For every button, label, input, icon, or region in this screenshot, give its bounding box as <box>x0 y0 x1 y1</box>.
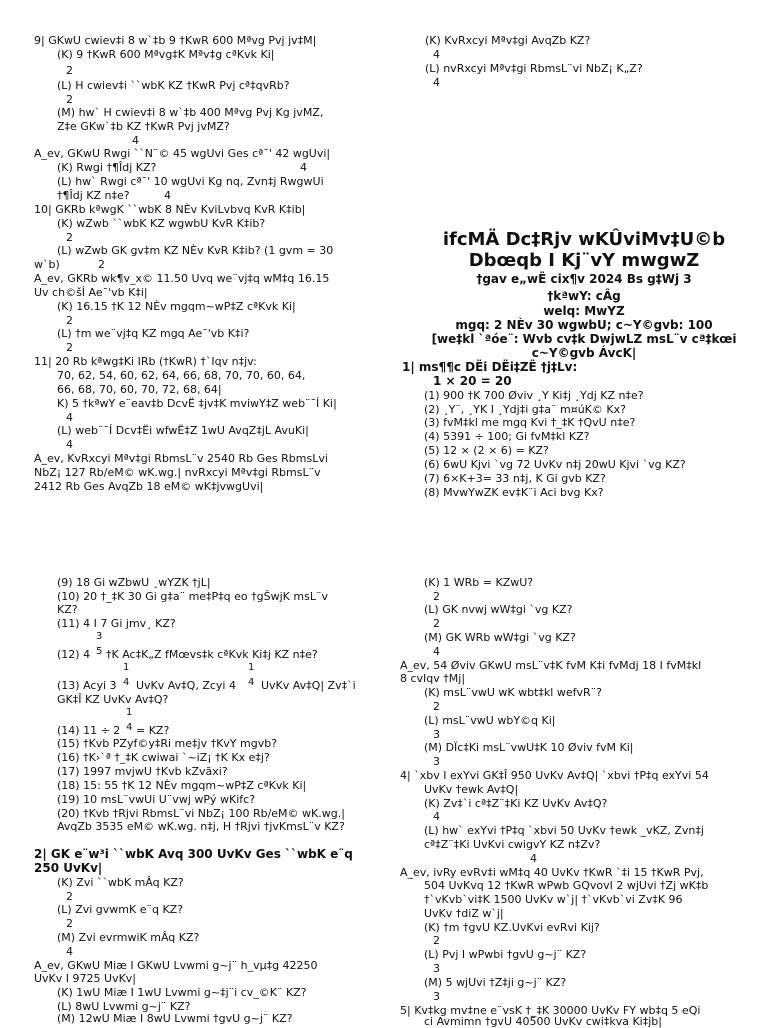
mark: 4 <box>164 189 171 202</box>
fraction-den: 4 <box>123 677 130 688</box>
q1-item-13-cont: GK‡Î KZ UvKv Av‡Q? <box>57 693 169 706</box>
q11-alt: A_ev, KvRxcyi Mªv‡gi RbmsL¨v 2540 Rb Ges RbmsLvi <box>34 452 328 465</box>
fraction-num: 1 <box>123 662 130 673</box>
q2-alt-c: (M) 12wU Miæ I 8wU Lvwmi †gvU g~j¨ KZ? <box>57 1012 293 1025</box>
mark: 4 <box>433 48 440 61</box>
fraction-den: 4 <box>248 677 255 688</box>
q11-data-2: 66, 68, 70, 60, 70, 72, 68, 64| <box>57 383 222 396</box>
class-label: †kªwY: cÂg <box>547 289 621 303</box>
fraction-den: 5 <box>96 646 103 657</box>
q1-item-19: (19) 10 msL¨vwUi U¨vwj wPý wKifc? <box>57 793 256 806</box>
q11-alt-b: (L) nvRxcyi Mªv‡gi RbmsL¨vi NbZ¡ K„Z? <box>425 62 643 75</box>
mark: 2 <box>98 258 105 271</box>
q1-item-5: (5) 12 × (2 × 6) = KZ? <box>424 444 549 457</box>
q1-item-20-cont: AvqZb 3535 eM© wK.wg. n‡j, H †Rjvi †jvKmsL¨v KZ? <box>57 820 345 833</box>
q10-text: 10| GKRb kªwgK ``wbK 8 NÈv KviLvbvq KvR K‡ib| <box>34 203 306 216</box>
q3-alt-a: (K) msL¨vwU wK wbt‡kl wefvR¨? <box>424 686 602 699</box>
q1-item-8: (8) MvwYwZK ev‡K¨i Aci bvg Kx? <box>424 486 604 499</box>
mark: 2 <box>433 700 440 713</box>
q10-alt: A_ev, GKRb wk¶v_x© 11.50 Uvq we¨vj‡q wM‡q 16.15 <box>34 272 330 285</box>
q3-b: (L) GK nvwj wW‡gi `vg KZ? <box>424 603 573 616</box>
q10-b: (L) wZwb GK gv‡m KZ NÈv KvR K‡ib? (1 gvm = 30 <box>57 244 334 257</box>
q5-text: 5| Kv‡kg mv‡ne e¨vsK †_‡K 30000 UvKv FY wb‡q 5 eQi <box>400 1004 701 1017</box>
q4-alt-b: (L) Pvj I wPwbi †gvU g~j¨ KZ? <box>424 948 587 961</box>
q1-item-6: (6) 6wU Kjvi `vg 72 UvKv n‡j 20wU Kjvi `vg KZ? <box>424 458 686 471</box>
fraction-num: 3 <box>96 631 103 642</box>
q4-alt: A_ev, ivRy evRv‡i wM‡q 40 UvKv †KwR `‡i 15 †KwR Pvj, <box>400 866 704 879</box>
mark: 4 <box>66 411 73 424</box>
mark: 4 <box>433 76 440 89</box>
mark: 3 <box>433 962 440 975</box>
q2-alt-cont: UvKv I 9725 UvKv| <box>34 972 137 985</box>
q1-item-4: (4) 5391 ÷ 100; Gi fvM‡kl KZ? <box>424 430 590 443</box>
note-line-1: [we‡kl `ªóe¨: Wvb cv‡k DwjwLZ msL¨v cª‡kœi <box>431 332 737 346</box>
q11-text: 11| 20 Rb kªwg‡Ki IRb (†KwR) †`Iqv n‡jv: <box>34 355 257 368</box>
q11-data-1: 70, 62, 54, 60, 62, 64, 66, 68, 70, 70, 60, 64, <box>57 369 306 382</box>
school-name-2: Dbœqb I Kj¨vY mwgwZ <box>468 250 700 271</box>
mark: 2 <box>66 890 73 903</box>
q1-item-17: (17) 1997 mvjwU †Kvb kZvãxi? <box>57 765 228 778</box>
mark: 3 <box>433 990 440 1003</box>
q11-alt-a: (K) KvRxcyi Mªv‡gi AvqZb KZ? <box>425 34 591 47</box>
q2-heading: 2| GK e¨w³i ``wbK Avq 300 UvKv Ges ``wbK e¨q <box>34 847 353 861</box>
q9-text: 9| GKwU cwiev‡i 8 w`‡b 9 †KwR 600 Mªvg Pvj jv‡M| <box>34 34 317 47</box>
q2-alt: A_ev, GKwU Miæ I GKwU Lvwmi g~j¨ h_vµ‡g 42250 <box>34 959 318 972</box>
q9-c-cont: Z‡e GKw`‡b KZ †KwR Pvj jvMZ? <box>57 120 230 133</box>
q1-marks: 1 × 20 = 20 <box>433 374 512 388</box>
q3-a: (K) 1 WRb = KZwU? <box>424 576 534 589</box>
q3-c: (M) GK WRb wW‡gi `vg KZ? <box>424 631 576 644</box>
q10-a: (K) wZwb ``wbK KZ wgwbU KvR K‡ib? <box>57 217 266 230</box>
q1-item-13-end: UvKv Av‡Q| Zv‡`i <box>261 679 356 692</box>
q11-alt-cont2: 2412 Rb Ges AvqZb 18 eM© wK‡jvwgUvi| <box>34 480 264 493</box>
q9-b: (L) H cwiev‡i ``wbK KZ †KwR Pvj cª‡qvRb? <box>57 79 290 92</box>
q11-alt-cont1: NbZ¡ 127 Rb/eM© wK.wg.| nvRxcyi Mªv‡gi RbmsL¨v <box>34 466 321 479</box>
q1-item-12: (12) 4 <box>57 648 91 661</box>
mark: 4 <box>433 810 440 823</box>
q9-alt-b-cont: †¶Îdj KZ n‡e? <box>57 189 130 202</box>
q1-heading: 1| ms¶¶c DËi DËi‡ZË †j‡Lv: <box>402 360 578 374</box>
q1-item-14: (14) 11 ÷ 2 <box>57 724 121 737</box>
q2-b: (L) Zvi gvwmK e¨q KZ? <box>57 903 184 916</box>
q11-a: K) 5 †kªwY e¨eav‡b DcvË ‡jv‡K mviwY‡Z web¨¯Í Ki| <box>57 397 337 410</box>
q4-b-cont: cª‡Z¨‡Ki UvKvi cwigvY KZ n‡Zv? <box>424 838 601 851</box>
q1-item-9: (9) 18 Gi wZbwU ¸wYZK †jL| <box>57 576 211 589</box>
q1-item-7: (7) 6×K+3= 33 n‡j, K Gi gvb KZ? <box>424 472 606 485</box>
mark: 4 <box>66 438 73 451</box>
mark: 2 <box>66 917 73 930</box>
q10-b-cont: w`b) <box>34 258 60 271</box>
q4-alt-cont1: 504 UvKvq 12 †KwR wPwb GQvovI 2 wjUvi †Zj wK‡b <box>424 879 709 892</box>
time-marks: mgq: 2 NÈv 30 wgwbU; c~Y©gvb: 100 <box>455 318 713 332</box>
mark: 4 <box>66 945 73 958</box>
mark: 2 <box>433 617 440 630</box>
q1-item-10-cont: KZ? <box>57 603 78 616</box>
fraction-num: 1 <box>248 662 255 673</box>
q1-item-11: (11) 4 I 7 Gi jmv¸ KZ? <box>57 617 176 630</box>
q10-alt-a: (K) 16.15 †K 12 NÈv mgqm~wP‡Z cªKvk Ki| <box>57 300 296 313</box>
q1-item-14-cont: = KZ? <box>136 724 170 737</box>
q1-item-12-cont: †K Ac‡K„Z fMœvs‡k cªKvk Ki‡j KZ n‡e? <box>106 648 318 661</box>
mark: 2 <box>66 314 73 327</box>
subject-label: welq: MwYZ <box>543 304 625 318</box>
q1-item-2: (2) ¸Y¨, ¸YK I ¸Ydj‡i g‡a¨ m¤úK© Kx? <box>424 403 626 416</box>
q9-a: (K) 9 †KwR 600 Mªvg‡K Mªv‡g cªKvk Ki| <box>57 48 275 61</box>
q1-item-16: (16) †K›`ª †_‡K cwiwai `~iZ¡ †K Kx e‡j? <box>57 751 270 764</box>
q2-a: (K) Zvi ``wbK mÂq KZ? <box>57 876 184 889</box>
mark: 3 <box>433 755 440 768</box>
q1-item-13: (13) Acyi 3 <box>57 679 117 692</box>
mark: 4 <box>300 161 307 174</box>
q9-alt: A_ev, GKwU Rwgi ``N¨© 45 wgUvi Ges cª¯' 42 wgUvi| <box>34 147 331 160</box>
mark: 2 <box>433 934 440 947</box>
q10-alt-cont: Uv ch©šÍ Ae¯'vb K‡i| <box>34 286 148 299</box>
q2-heading-cont: 250 UvKv| <box>34 861 103 875</box>
mark: 2 <box>66 93 73 106</box>
fraction-den: 4 <box>126 722 133 733</box>
mark: 2 <box>66 64 73 77</box>
q11-b: (L) web¨¯Í Dcv‡Ëi wfwË‡Z 1wU AvqZ‡jL AvuKi| <box>57 424 309 437</box>
mark: 2 <box>66 231 73 244</box>
fraction-num: 1 <box>126 707 133 718</box>
q3-alt-cont: 8 cvIqv †Mj| <box>400 672 466 685</box>
q4-a: (K) Zv‡`i cª‡Z¨‡Ki KZ UvKv Av‡Q? <box>424 797 608 810</box>
q4-text: 4| `xbv I exYvi GK‡Î 950 UvKv Av‡Q| `xbvi †P‡q exYvi 54 <box>400 769 709 782</box>
q3-alt: A_ev, 54 Øviv GKwU msL¨v‡K fvM K‡i fvMdj 18 I fvM‡kl <box>400 659 702 672</box>
mark: 4 <box>530 852 537 865</box>
q5-text-cont: ci Avmimn †gvU 40500 UvKv cwi‡kva Ki‡jb| <box>424 1015 662 1028</box>
q1-item-10: (10) 20 †_‡K 30 Gi g‡a¨ me‡P‡q eo †gŠwjK msL¨v <box>57 590 328 603</box>
q1-item-3: (3) fvM‡kl me mgq Kvi †_‡K †QvU n‡e? <box>424 416 636 429</box>
q2-alt-a: (K) 1wU Miæ I 1wU Lvwmi g~‡j¨i cv_©K¨ KZ? <box>57 986 307 999</box>
q4-b: (L) hw` exYvi †P‡q `xbvi 50 UvKv †ewk _vKZ, Zvn‡j <box>424 824 704 837</box>
q4-alt-c: (M) 5 wjUvi †Z‡ji g~j¨ KZ? <box>424 976 567 989</box>
mark: 4 <box>433 645 440 658</box>
q2-c: (M) Zvi evrmwiK mÂq KZ? <box>57 931 200 944</box>
school-name: ifcMÄ Dc‡Rjv wKÛviMv‡U©b <box>442 229 726 250</box>
q9-alt-b: (L) hw` Rwgi cª¯' 10 wgUvi Kg nq, Zvn‡j RwgwUi <box>57 175 324 188</box>
q4-alt-a: (K) †m †gvU KZ.UvKvi evRvi Kij? <box>424 921 600 934</box>
q9-c: (M) hw` H cwiev‡i 8 w`‡b 400 Mªvg Pvj Kg jvMZ, <box>57 106 324 119</box>
mark: 2 <box>66 341 73 354</box>
q1-item-15: (15) †Kvb PZyf©y‡Ri me‡jv †KvY mgvb? <box>57 737 278 750</box>
q4-alt-cont3: UvKv †diZ w`j| <box>424 907 504 920</box>
q2-alt-b: (L) 8wU Lvwmi g~j¨ KZ? <box>57 1000 191 1013</box>
q1-item-1: (1) 900 †K 700 Øviv ¸Y Ki‡j ¸Ydj KZ n‡e? <box>424 389 644 402</box>
q1-item-18: (18) 15: 55 †K 12 NÈv mgqm~wP‡Z cªKvk Ki| <box>57 779 307 792</box>
q9-alt-a: (K) Rwgi †¶Îdj KZ? <box>57 161 157 174</box>
q3-alt-c: (M) DÏc‡Ki msL¨vwU‡K 10 Øviv fvM Ki| <box>424 741 634 754</box>
q10-alt-b: (L) †m we¨vj‡q KZ mgq Ae¯'vb K‡i? <box>57 327 250 340</box>
exam-title: †gav e„wË cix¶v 2024 Bs g‡Wj 3 <box>476 272 692 286</box>
q1-item-13-mid: UvKv Av‡Q, Zcyi 4 <box>136 679 236 692</box>
q4-alt-cont2: †`vKvb`vi‡K 1500 UvKv w`j| †`vKvb`vi Zv‡K 96 <box>424 893 683 906</box>
mark: 4 <box>132 134 139 147</box>
q3-alt-b: (L) msL¨vwU wbY©q Ki| <box>424 714 556 727</box>
q4-text-cont: UvKv †ewk Av‡Q| <box>424 783 519 796</box>
note-line-2: c~Y©gvb ÁvcK| <box>531 346 637 360</box>
mark: 3 <box>433 728 440 741</box>
mark: 2 <box>433 590 440 603</box>
q1-item-20: (20) †Kvb †Rjvi RbmsL¨vi NbZ¡ 100 Rb/eM© wK.wg.| <box>57 807 345 820</box>
